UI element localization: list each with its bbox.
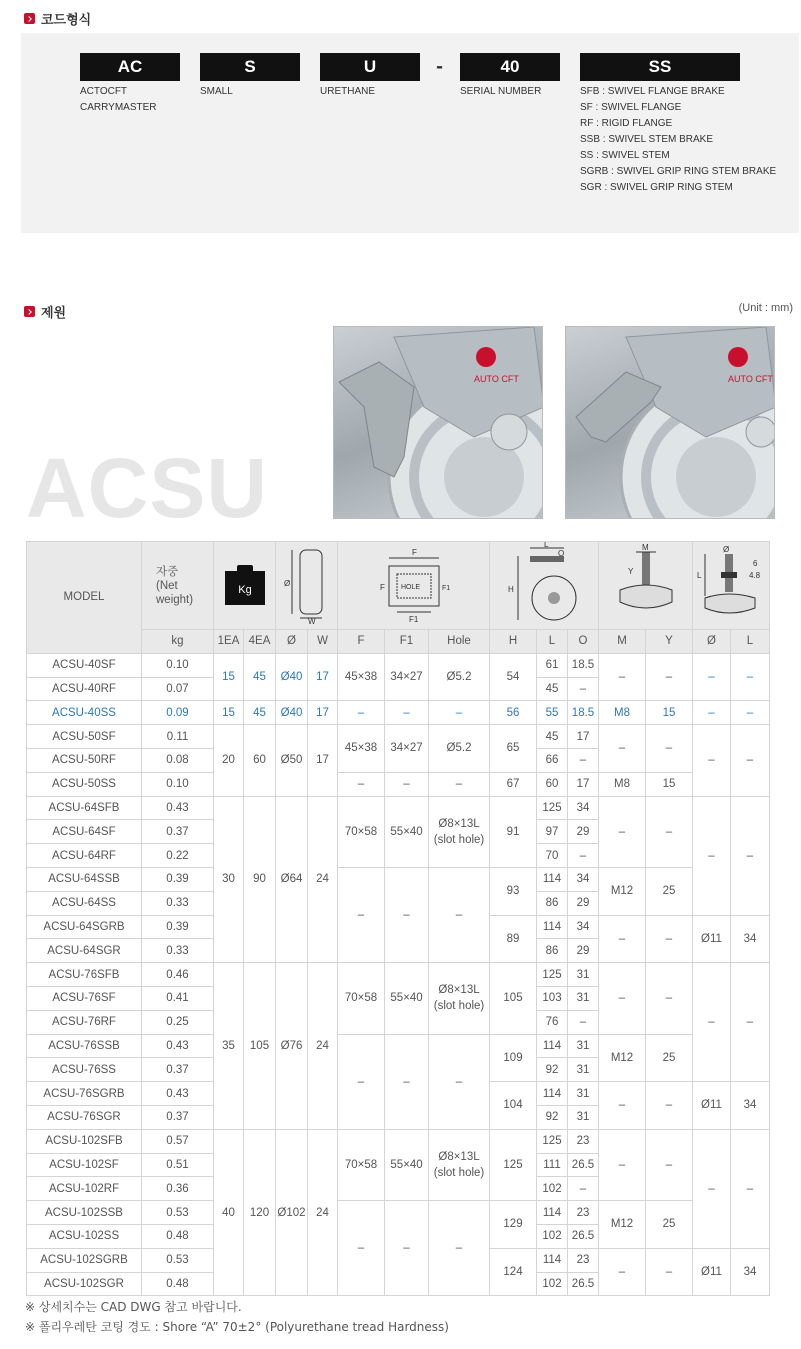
table-cell: – [693, 701, 731, 725]
table-cell: 125 [537, 963, 568, 987]
table-cell: 0.39 [142, 915, 214, 939]
table-cell: – [599, 796, 646, 867]
table-cell: – [338, 867, 385, 962]
table-cell: – [429, 772, 490, 796]
table-cell: – [646, 1248, 693, 1296]
table-cell: – [429, 1034, 490, 1129]
table-cell: 56 [490, 701, 537, 725]
table-cell: 124 [490, 1248, 537, 1296]
table-cell: 24 [308, 796, 338, 963]
table-cell: – [385, 1034, 429, 1129]
svg-text:Kg: Kg [237, 584, 252, 596]
table-cell: ACSU-76SSB [27, 1034, 142, 1058]
table-cell: ACSU-76SFB [27, 963, 142, 987]
table-cell: 54 [490, 653, 537, 701]
table-cell: M8 [599, 772, 646, 796]
table-cell: Ø8×13L (slot hole) [429, 796, 490, 867]
table-cell: ACSU-64SS [27, 891, 142, 915]
table-cell: – [646, 796, 693, 867]
table-cell: ACSU-64SGRB [27, 915, 142, 939]
table-cell: – [568, 1010, 599, 1034]
table-cell: 25 [646, 1034, 693, 1082]
table-cell: – [599, 725, 646, 773]
table-cell: – [568, 748, 599, 772]
table-cell: 23 [568, 1248, 599, 1272]
table-cell: Ø5.2 [429, 653, 490, 701]
table-cell: 31 [568, 1058, 599, 1082]
table-cell: 0.43 [142, 1082, 214, 1106]
table-cell: 114 [537, 867, 568, 891]
table-cell: – [730, 796, 769, 915]
table-cell: 45 [537, 677, 568, 701]
table-cell: – [385, 867, 429, 962]
table-cell: – [693, 653, 731, 701]
svg-text:F: F [411, 548, 417, 557]
product-photo-brake-released [565, 326, 775, 519]
svg-text:6: 6 [753, 559, 758, 568]
unit-label: (Unit : mm) [738, 302, 793, 314]
table-cell: 92 [537, 1105, 568, 1129]
table-cell: ACSU-76SGR [27, 1105, 142, 1129]
table-cell: – [429, 867, 490, 962]
table-cell: ACSU-76SGRB [27, 1082, 142, 1106]
table-cell: 114 [537, 1248, 568, 1272]
table-cell: 70×58 [338, 963, 385, 1034]
svg-text:F1: F1 [441, 585, 450, 592]
table-cell: 109 [490, 1034, 537, 1082]
table-cell: – [568, 1177, 599, 1201]
table-row [27, 701, 770, 725]
svg-text:F1: F1 [408, 615, 418, 624]
table-cell: ACSU-50SF [27, 725, 142, 749]
code-ac: AC ACTOCFT CARRYMASTER [80, 53, 180, 116]
table-cell: Ø102 [276, 1129, 308, 1296]
table-cell: 105 [244, 963, 276, 1130]
table-cell: 0.48 [142, 1224, 214, 1248]
table-cell: 103 [537, 986, 568, 1010]
table-cell: 24 [308, 1129, 338, 1296]
table-cell: – [646, 653, 693, 701]
table-cell: ACSU-76SS [27, 1058, 142, 1082]
table-cell: ACSU-64RF [27, 844, 142, 868]
svg-text:AUTO CFT: AUTO CFT [728, 374, 773, 384]
table-cell: 114 [537, 1034, 568, 1058]
table-cell: Ø5.2 [429, 725, 490, 773]
header-model: MODEL [27, 542, 142, 654]
table-cell: Ø50 [276, 725, 308, 796]
table-cell: 15 [646, 701, 693, 725]
table-cell: 35 [214, 963, 244, 1130]
table-cell: – [568, 677, 599, 701]
table-cell: 0.39 [142, 867, 214, 891]
table-cell: 34 [730, 915, 769, 963]
table-cell: 26.5 [568, 1272, 599, 1296]
table-cell: 29 [568, 820, 599, 844]
table-cell: 15 [214, 701, 244, 725]
table-cell: 26.5 [568, 1224, 599, 1248]
table-row [27, 963, 770, 987]
table-cell: ACSU-64SGR [27, 939, 142, 963]
table-cell: 55×40 [385, 796, 429, 867]
table-cell: 92 [537, 1058, 568, 1082]
table-cell: ACSU-64SSB [27, 867, 142, 891]
table-cell: 0.37 [142, 820, 214, 844]
table-cell: 93 [490, 867, 537, 915]
table-cell: 0.37 [142, 1105, 214, 1129]
table-cell: 0.11 [142, 725, 214, 749]
table-cell: M12 [599, 1201, 646, 1249]
svg-text:M: M [641, 544, 649, 552]
table-cell: 0.43 [142, 1034, 214, 1058]
table-cell: 76 [537, 1010, 568, 1034]
table-row [27, 1129, 770, 1153]
table-cell: 29 [568, 891, 599, 915]
table-cell: 55×40 [385, 1129, 429, 1200]
table-cell: – [385, 701, 429, 725]
table-cell: 31 [568, 1105, 599, 1129]
table-cell: 102 [537, 1272, 568, 1296]
table-cell: – [338, 772, 385, 796]
table-cell: 25 [646, 867, 693, 915]
table-cell: 89 [490, 915, 537, 963]
table-cell: – [693, 1129, 731, 1248]
table-cell: Ø40 [276, 653, 308, 701]
table-cell: 34 [730, 1248, 769, 1296]
table-cell: 30 [214, 796, 244, 963]
table-cell: 15 [646, 772, 693, 796]
code-ss: SS SFB : SWIVEL FLANGE BRAKE SF : SWIVEL FLANGE RF : RIGID FLANGE SSB : SWIVEL STEM BRAKE SS : SWIVEL STEM SGRB : SWIVEL GRIP RING STEM BRAKE SGR : SWIVEL GRIP RING STEM [580, 53, 740, 196]
table-cell: – [646, 1129, 693, 1200]
table-cell: – [646, 915, 693, 963]
table-cell: 55×40 [385, 963, 429, 1034]
table-cell: Ø11 [693, 1082, 731, 1130]
table-cell: – [599, 1129, 646, 1200]
table-cell: ACSU-50SS [27, 772, 142, 796]
table-cell: 0.22 [142, 844, 214, 868]
table-cell: M12 [599, 867, 646, 915]
table-cell: ACSU-64SF [27, 820, 142, 844]
table-cell: 102 [537, 1177, 568, 1201]
table-row [27, 1201, 770, 1225]
svg-text:Ø: Ø [283, 579, 290, 588]
note-cad: ※ 상세치수는 CAD DWG 참고 바랍니다. [25, 1300, 242, 1314]
table-cell: 91 [490, 796, 537, 867]
table-cell: 34 [568, 915, 599, 939]
table-cell: 70×58 [338, 1129, 385, 1200]
note-hardness: ※ 폴리우레탄 코팅 경도 : Shore “A” 70±2° (Polyurethane tread Hardness) [25, 1320, 449, 1334]
table-cell: 0.10 [142, 772, 214, 796]
table-cell: – [338, 701, 385, 725]
table-cell: 61 [537, 653, 568, 677]
table-cell: – [599, 915, 646, 963]
table-cell: – [693, 725, 731, 796]
table-cell: – [599, 653, 646, 701]
svg-text:F: F [379, 583, 385, 592]
svg-text:Y: Y [627, 567, 633, 576]
table-cell: 31 [568, 1082, 599, 1106]
table-cell: 114 [537, 1082, 568, 1106]
table-cell: 70 [537, 844, 568, 868]
table-cell: 45×38 [338, 725, 385, 773]
spec-table: MODEL 자중 (Net weight) Kg Ø W HOLE F F1 F F1 H L O M Y Ø 6 4.8 L kg 1EA 4EA Ø W F F1 Hole H L O M Y Ø L ACSU-40SF 0.10 15 45 Ø40 17 45×38 34×27 Ø5.2 54 61 18.5 – – – – ACSU-40RF 0.07 45 – ACSU-40SS 0.09 15 45 Ø40 17 – – – 56 55 18.5 M8 15 – – ACSU-50SF 0.11 20 60 Ø50 17 45×38 34×27 Ø5.2 65 45 17 – – – – ACSU-50RF 0.08 66 – ACSU-50SS 0.10 – – – 67 60 17 M8 15 ACSU-64SFB 0.43 30 90 Ø64 24 70×58 55×40 Ø8×13L (slot hole) 91 125 34 – – – – ACSU-64SF 0.37 97 29 ACSU-64RF 0.22 70 – ACSU-64SSB 0.39 – – – 93 114 34 M12 25 ACSU-64SS 0.33 86 29 ACSU-64SGRB 0.39 89 114 34 – – Ø11 34 ACSU-64SGR 0.33 86 29 ACSU-76SFB 0.46 35 105 Ø76 24 70×58 55×40 Ø8×13L (slot hole) 105 125 31 – – – – ACSU-76SF 0.41 103 31 ACSU-76RF 0.25 76 – ACSU-76SSB 0.43 – – – 109 114 31 M12 25 ACSU-76SS 0.37 92 31 ACSU-76SGRB 0.43 104 114 31 – – Ø11 34 ACSU-76SGR 0.37 92 31 ACSU-102SFB 0.57 40 120 Ø102 24 70×58 55×40 Ø8×13L (slot hole) 125 125 23 – – – – ACSU-102SF 0.51 111 26.5 ACSU-102RF 0.36 102 – ACSU-102SSB 0.53 – – – 129 114 23 M12 25 ACSU-102SS 0.48 102 26.5 ACSU-102SGRB 0.53 124 114 23 – – Ø11 34 ACSU-102SGR 0.48 102 26.5 [26, 541, 770, 1296]
table-cell: 45 [244, 701, 276, 725]
table-cell: ACSU-64SFB [27, 796, 142, 820]
table-cell: Ø40 [276, 701, 308, 725]
table-cell: 25 [646, 1201, 693, 1249]
svg-text:AUTO CFT: AUTO CFT [474, 374, 519, 384]
chevron-right-icon [24, 13, 35, 24]
table-cell: 17 [568, 725, 599, 749]
table-cell: 70×58 [338, 796, 385, 867]
code-s: S SMALL [200, 53, 300, 100]
code-40: 40 SERIAL NUMBER [460, 53, 560, 100]
caster-photo-icon [566, 327, 775, 519]
section-title-code: 코드형식 [24, 9, 91, 28]
table-cell: – [385, 1201, 429, 1296]
chevron-right-icon [24, 306, 35, 317]
table-cell: 0.09 [142, 701, 214, 725]
table-cell: 0.33 [142, 939, 214, 963]
table-cell: ACSU-102SFB [27, 1129, 142, 1153]
table-cell: 125 [537, 1129, 568, 1153]
table-cell: 0.43 [142, 796, 214, 820]
table-cell: ACSU-102SGR [27, 1272, 142, 1296]
table-cell: 0.48 [142, 1272, 214, 1296]
table-row [27, 725, 770, 749]
table-cell: 17 [308, 725, 338, 796]
table-cell: 23 [568, 1129, 599, 1153]
code-u: U URETHANE [320, 53, 420, 100]
table-cell: 29 [568, 939, 599, 963]
table-cell: – [693, 963, 731, 1082]
table-cell: Ø8×13L (slot hole) [429, 1129, 490, 1200]
table-cell: 114 [537, 915, 568, 939]
table-cell: 34×27 [385, 725, 429, 773]
table-cell: 105 [490, 963, 537, 1034]
table-cell: 0.53 [142, 1201, 214, 1225]
table-cell: ACSU-76RF [27, 1010, 142, 1034]
table-cell: 65 [490, 725, 537, 773]
table-cell: – [646, 725, 693, 773]
table-cell: 45 [537, 725, 568, 749]
table-cell: 60 [244, 725, 276, 796]
height-dimension-icon [490, 542, 599, 630]
svg-text:4.8: 4.8 [749, 571, 761, 580]
table-cell: – [646, 1082, 693, 1130]
table-cell: 0.57 [142, 1129, 214, 1153]
table-cell: Ø8×13L (slot hole) [429, 963, 490, 1034]
table-cell: 86 [537, 891, 568, 915]
table-cell: ACSU-40RF [27, 677, 142, 701]
table-cell: 0.07 [142, 677, 214, 701]
notes [25, 1297, 449, 1337]
table-cell: – [429, 1201, 490, 1296]
table-cell: 31 [568, 963, 599, 987]
svg-text:O: O [558, 549, 565, 558]
table-cell: 66 [537, 748, 568, 772]
table-row [27, 772, 770, 796]
table-cell: 0.10 [142, 653, 214, 677]
table-cell: ACSU-50RF [27, 748, 142, 772]
table-cell: 0.33 [142, 891, 214, 915]
svg-text:L: L [697, 571, 702, 580]
table-row [27, 796, 770, 820]
table-cell: – [429, 701, 490, 725]
product-watermark: ACSU [26, 441, 269, 535]
table-cell: 18.5 [568, 701, 599, 725]
table-cell: 111 [537, 1153, 568, 1177]
table-cell: 0.36 [142, 1177, 214, 1201]
table-cell: 40 [214, 1129, 244, 1296]
table-cell: – [730, 701, 769, 725]
table-cell: 34 [568, 796, 599, 820]
table-cell: ACSU-76SF [27, 986, 142, 1010]
grip-ring-dimension-icon [693, 542, 770, 630]
table-cell: 31 [568, 986, 599, 1010]
table-cell: 60 [537, 772, 568, 796]
table-cell: 45×38 [338, 653, 385, 701]
table-cell: 0.25 [142, 1010, 214, 1034]
wheel-dimension-icon [276, 542, 338, 630]
table-cell: 120 [244, 1129, 276, 1296]
table-cell: 125 [490, 1129, 537, 1200]
table-cell: ACSU-40SS [27, 701, 142, 725]
svg-text:W: W [307, 617, 316, 624]
table-cell: ACSU-102SGRB [27, 1248, 142, 1272]
table-cell: 15 [214, 653, 244, 701]
table-cell: 125 [537, 796, 568, 820]
table-cell: 55 [537, 701, 568, 725]
table-cell: ACSU-102SSB [27, 1201, 142, 1225]
table-row [27, 653, 770, 677]
flange-dimension-icon [338, 542, 490, 630]
table-cell: – [568, 844, 599, 868]
table-cell: 0.46 [142, 963, 214, 987]
table-cell: ACSU-102RF [27, 1177, 142, 1201]
svg-text:Ø: Ø [723, 545, 730, 554]
table-cell: 104 [490, 1082, 537, 1130]
table-cell: 24 [308, 963, 338, 1130]
svg-text:HOLE: HOLE [400, 584, 420, 591]
weight-icon [214, 542, 276, 630]
product-photo-brake-locked [333, 326, 543, 519]
table-cell: 18.5 [568, 653, 599, 677]
table-cell: 34 [568, 867, 599, 891]
table-row [27, 1034, 770, 1058]
table-cell: 90 [244, 796, 276, 963]
table-cell: – [730, 725, 769, 796]
table-cell: ACSU-102SS [27, 1224, 142, 1248]
table-cell: ACSU-40SF [27, 653, 142, 677]
table-row [27, 867, 770, 891]
table-cell: 34×27 [385, 653, 429, 701]
table-cell: ACSU-102SF [27, 1153, 142, 1177]
table-cell: 0.08 [142, 748, 214, 772]
caster-photo-icon [334, 327, 543, 519]
table-cell: – [730, 963, 769, 1082]
table-cell: 17 [568, 772, 599, 796]
table-cell: 0.41 [142, 986, 214, 1010]
table-cell: 129 [490, 1201, 537, 1249]
table-cell: Ø64 [276, 796, 308, 963]
table-cell: 67 [490, 772, 537, 796]
code-dash: - [436, 57, 444, 77]
table-cell: 23 [568, 1201, 599, 1225]
table-cell: M12 [599, 1034, 646, 1082]
svg-text:H: H [508, 585, 514, 594]
table-cell: Ø11 [693, 915, 731, 963]
table-cell: – [338, 1034, 385, 1129]
table-cell: M8 [599, 701, 646, 725]
table-cell: 0.51 [142, 1153, 214, 1177]
header-weight: 자중 (Net weight) [142, 542, 214, 630]
table-cell: – [730, 653, 769, 701]
table-cell: – [338, 1201, 385, 1296]
table-cell: 0.37 [142, 1058, 214, 1082]
table-cell: 20 [214, 725, 244, 796]
table-cell: 86 [537, 939, 568, 963]
table-cell: 34 [730, 1082, 769, 1130]
table-cell: 97 [537, 820, 568, 844]
stem-dimension-icon [599, 542, 693, 630]
table-cell: 0.53 [142, 1248, 214, 1272]
table-cell: – [599, 963, 646, 1034]
table-cell: 26.5 [568, 1153, 599, 1177]
table-cell: Ø11 [693, 1248, 731, 1296]
table-cell: 31 [568, 1034, 599, 1058]
table-cell: 17 [308, 653, 338, 701]
table-cell: 17 [308, 701, 338, 725]
section-title-spec: 제원 [24, 302, 66, 321]
table-cell: – [599, 1082, 646, 1130]
table-cell: – [385, 772, 429, 796]
table-cell: Ø76 [276, 963, 308, 1130]
table-cell: 102 [537, 1224, 568, 1248]
table-cell: 114 [537, 1201, 568, 1225]
svg-text:L: L [544, 542, 549, 549]
table-cell: – [693, 796, 731, 915]
table-cell: 45 [244, 653, 276, 701]
table-cell: – [646, 963, 693, 1034]
table-cell: – [730, 1129, 769, 1248]
table-cell: – [599, 1248, 646, 1296]
code-format-box [21, 33, 799, 233]
